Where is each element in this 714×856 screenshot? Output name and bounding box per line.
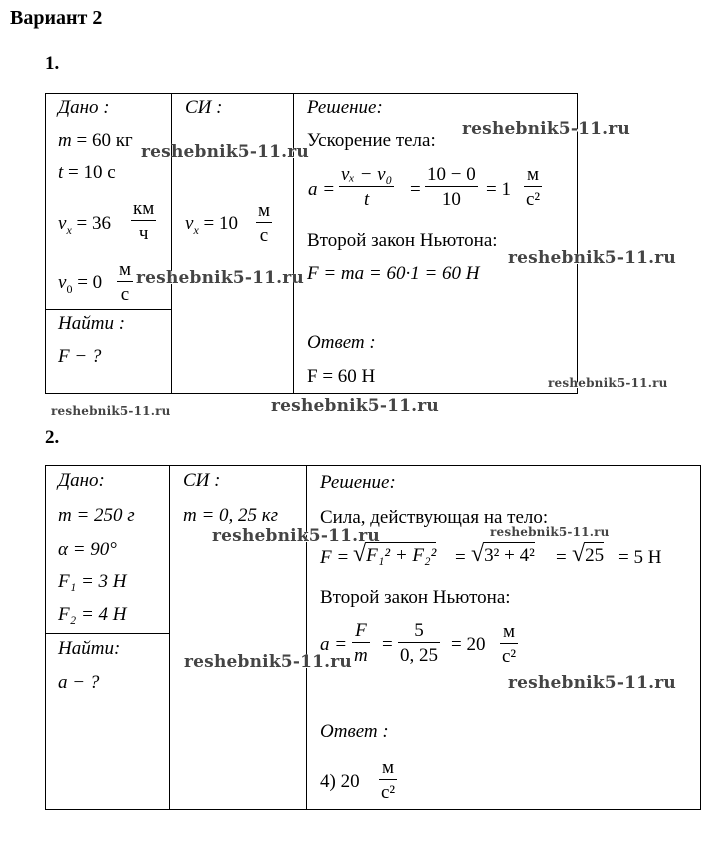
watermark: reshebnik5-11.ru [141,142,309,162]
p1-fraction-velocity: vₓ − v₀ t [341,164,393,210]
p1-answer-value: F = 60 Н [307,366,376,387]
p1-given-header: Дано : [58,97,110,118]
p2-answer-value: 4) 20 [320,771,360,792]
p2-equals-1: = [455,547,466,568]
p2-force-result: = 5 Н [618,547,662,568]
p2-given-angle: α = 90° [58,539,117,560]
p2-fraction-symbolic: F m [354,620,368,666]
p2-accel-result: = 20 [451,634,486,655]
p2-force-label: Сила, действующая на тело: [320,507,549,528]
p2-equals-3: = [382,634,393,655]
p1-equals-1: = [410,179,421,200]
watermark: reshebnik5-11.ru [508,673,676,693]
p1-given-initial-velocity: $v_0 = 0$ [58,272,103,296]
p1-fraction-numeric: 10 − 0 10 [427,164,476,210]
watermark: reshebnik5-11.ru [508,248,676,268]
p2-given-force-2: F₂ = 4 Н [58,604,127,625]
p1-given-velocity: $v_x = 36$ [58,213,111,237]
p2-radical-1: √F₁² + F₂² [353,541,437,567]
p1-a-lhs: a = [308,179,336,200]
watermark: reshebnik5-11.ru [490,525,610,539]
p2-f-lhs: F = [320,547,350,568]
p1-find-header: Найти : [58,313,126,334]
p2-a-lhs: a = [320,634,348,655]
p1-given-mass: m = 60 кг [58,130,133,151]
p1-si-velocity-unit: м с [258,200,271,246]
p2-find-expression: a − ? [58,672,100,693]
p1-accel-result: = 1 [486,179,511,200]
p2-given-header: Дано: [58,470,105,491]
p2-answer-label: Ответ : [320,721,389,742]
p2-newton-label: Второй закон Ньютона: [320,587,511,608]
watermark: reshebnik5-11.ru [212,526,380,546]
p1-given-time: t = 10 с [58,162,116,183]
problem-2-number: 2. [45,427,60,448]
problem-1-number: 1. [45,53,60,74]
watermark: reshebnik5-11.ru [51,404,171,418]
p2-radical-3: √25 [572,541,605,567]
p1-si-header: СИ : [185,97,223,118]
p1-find-expression: F − ? [58,346,102,367]
p1-given-velocity-unit: км ч [133,198,155,244]
p1-given-initial-velocity-unit: м с [119,259,132,305]
p2-si-mass: m = 0, 25 кг [183,505,279,526]
watermark: reshebnik5-11.ru [271,396,439,416]
p1-accel-unit: м с² [526,164,541,210]
watermark: reshebnik5-11.ru [462,119,630,139]
p1-answer-label: Ответ : [307,332,376,353]
p2-find-header: Найти: [58,638,121,659]
p2-given-force-1: F₁ = 3 Н [58,571,127,592]
variant-title: Вариант 2 [10,7,103,29]
watermark: reshebnik5-11.ru [136,268,304,288]
p2-radical-2: √3² + 4² [471,541,535,567]
p1-acceleration-label: Ускорение тела: [307,130,436,151]
p2-si-header: СИ : [183,470,221,491]
p1-newton-formula: F = ma = 60·1 = 60 Н [307,263,480,284]
p2-solution-header: Решение: [320,472,396,493]
p1-newton-label: Второй закон Ньютона: [307,230,498,251]
p2-equals-2: = [556,547,567,568]
p1-solution-header: Решение: [307,97,383,118]
p2-accel-unit: м с² [502,621,517,667]
p2-fraction-numeric: 5 0, 25 [400,620,438,666]
watermark: reshebnik5-11.ru [548,376,668,390]
p2-given-mass: m = 250 г [58,505,135,526]
p2-answer-unit: м с² [381,757,396,803]
watermark: reshebnik5-11.ru [184,652,352,672]
p1-si-velocity: $v_x = 10$ [185,213,238,237]
